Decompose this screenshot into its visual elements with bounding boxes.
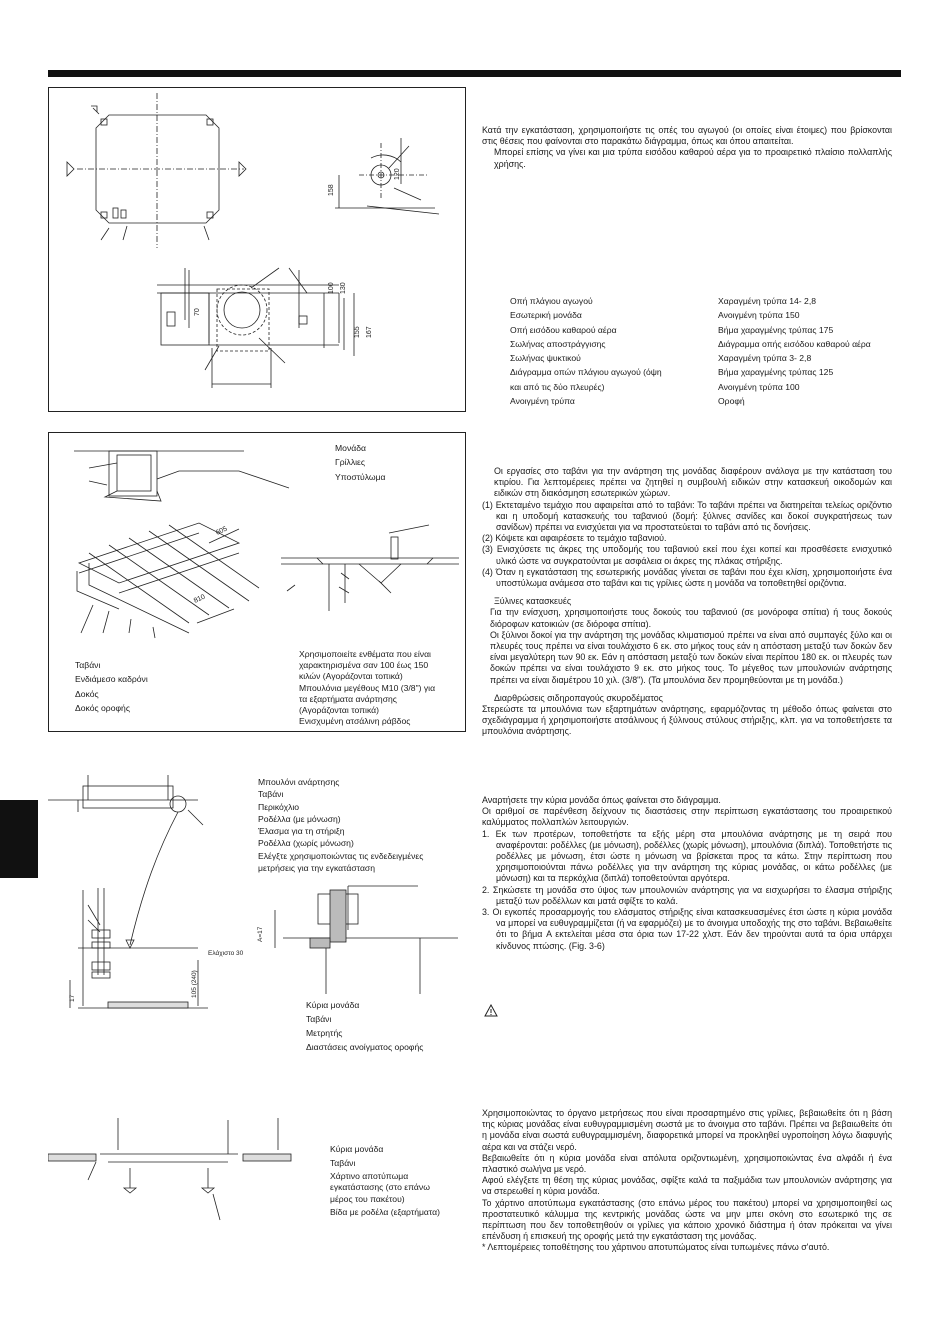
- ceiling-fig-labels-right: [299, 649, 435, 727]
- dim-130: 130: [340, 282, 347, 294]
- fig-label: Ταβάνι: [330, 1158, 356, 1169]
- fig-label: Περικόχλιο: [258, 801, 300, 812]
- section2-step: (2) Κόψετε και αφαιρέσετε το τεμάχιο ταβανιού.: [482, 533, 667, 544]
- legend-item: Οπή πλάγιου αγωγού: [510, 296, 593, 306]
- section3-step: 1. Εκ των προτέρων, τοποθετήστε τα εξής μέρη στα μπουλόνια ανάρτησης με τη σειρά που αναφέρονται: ροδέλλες (με μόνωση), ροδέλλες (χωρίς μόνωση), μπουλόνια (διπλά). Τοποθετήστε τις ροδέλλες με μόνωση, έτσι ώστε η μόνωση να βρίσκεται προς τα κάτω. Στην περίπτωση που χρησιμοποιούνται πάνω ροδέλλες για την ανάρτηση της κύριας μονάδας, οι κάτω ροδέλλες (με μόνωση) και τα περκόχλια (διπλά) τοποθετούνται αργότερα.: [482, 828, 892, 884]
- fig-label: Βίδα με ροδέλα (εξαρτήματα): [330, 1207, 440, 1218]
- wood-text: Για την ενίσχυση, χρησιμοποιήστε τους δοκούς του ταβανιού (σε μονόροφα σπίτια) ή τους δοκούς διόροφων κατοικιών (σε διόροφα σπίτια).: [490, 607, 892, 629]
- fig-label: Μετρητής: [306, 1028, 343, 1038]
- legend-item: Διάγραμμα οπών πλάγιου αγωγού (όψη: [510, 367, 662, 378]
- fig-label: Υποστύλωμα: [335, 471, 386, 482]
- legend-item: Χαραγμένη τρύπα 3- 2,8: [718, 353, 812, 364]
- legend-item: Βήμα χαραγμένης τρύπας 125: [718, 367, 834, 378]
- suspension-fig-labels: [258, 776, 423, 874]
- legend-item: Χαραγμένη τρύπα 14- 2,8: [718, 296, 817, 306]
- fig-label: Διαστάσεις ανοίγματος οροφής: [306, 1042, 424, 1053]
- measure-fig-labels: [306, 998, 359, 1027]
- section1-intro-line2: Μπορεί επίσης να γίνει και μια τρύπα εισόδου καθαρού αέρα για το προαιρετικό πλαίσιο πολλαπλής χρήσης.: [494, 147, 892, 169]
- section3-step: 2. Σηκώσετε τη μονάδα στο ύψος των μπουλονιών ανάρτησης για να εισχωρήσει το έλασμα στήριξης μεταξύ των ροδέλλων και ματά σφίξτε το καλά.: [482, 884, 892, 906]
- section4-paragraph: Βεβαιωθείτε ότι η κύρια μονάδα είναι απόλυτα οριζοντιωμένη, χρησιμοποιώντας ένα αλφάδι ή ένα πλαστικό σωλήνα με νερό.: [482, 1152, 892, 1175]
- legend-item: Διάγραμμα οπής εισόδου καθαρού αέρα: [718, 338, 871, 349]
- dim-a17: A=17: [257, 926, 264, 942]
- figure-paper-template: [48, 1110, 468, 1235]
- legend-item: Εσωτερική μονάδα: [510, 310, 582, 321]
- fig-label: τα εξαρτήματα ανάρτησης: [299, 693, 397, 704]
- legend-item: Οπή εισόδου καθαρού αέρα: [510, 324, 617, 335]
- section1-intro-line1: Κατά την εγκατάσταση, χρησιμοποιήστε τις οπές του αγωγού (οι οποίες είναι έτοιμες) που βρίσκονται στις θέσεις που φαίνονται στο παρακάτω διάγραμμα, όπως και όπου απαιτείται.: [482, 125, 892, 147]
- fig-label: Χάρτινο αποτύπωμα: [330, 1170, 409, 1181]
- dim-155: 155: [354, 326, 361, 338]
- section4-text: [482, 1108, 892, 1254]
- section1-legend-left: [510, 294, 710, 408]
- figure-suspension: [48, 770, 468, 1030]
- section1-legend-right: [718, 294, 898, 408]
- fig-label: Γρίλλιες: [335, 457, 366, 468]
- legend-item: Σωλήνας αποστράγγισης: [510, 338, 606, 349]
- section3-step: 3. Οι εγκοπές προσαρμογής του ελάσματος στήριξης είναι κατασκευασμένες έτσι ώστε η κύρια μονάδα να μπορεί να ευθυγραμμίζεται (ή να εφαρμόζει) με το άνοιγμα υποδοχής της στο ταβάνι. Βεβαιωθείτε ότι το βήμα A εκτελείται μέσα στα όρια των 17-22 χλστ. Εάν δεν τηρούνται αυτά τα όρια υπάρχει κίνδυνος πτώσης. (Fig. 3-6): [482, 907, 892, 951]
- header-rule: [48, 70, 901, 77]
- fig-label: Μπουλόνι ανάρτησης: [258, 777, 340, 787]
- section4-paragraph: Χρησιμοποιώντας το όργανο μετρήσεως που είναι προσαρτημένο στις γρίλιες, βεβαιωθείτε ότι η βάση της κύριας μονάδας είναι ευθυγραμμισμένη σωστά με το άνοιγμα στο ταβάνι. Πρέπει να βεβαιωθείτε ότι η μονάδα είναι σωστά ευθυγραμμισμένη, διαφορετικά μπορεί να προκληθεί υγροποίηση λόγω διαφυγής αέρα και να στάζει νερό.: [482, 1108, 892, 1152]
- dim-167: 167: [366, 326, 373, 338]
- fig-label: Ταβάνι: [306, 1014, 332, 1025]
- fig-label: μετρήσεις για την εγκατάσταση: [258, 863, 375, 874]
- legend-item: Ανοιγμένη τρύπα 100: [718, 381, 800, 392]
- dim-min30: Ελάχιστο 30: [208, 950, 244, 957]
- section4-paragraph: Αφού ελέγξετε τη θέση της κύριας μονάδας, σφίξτε καλά τα παξιμάδια των μπουλονιών ανάρτησης για να στερεωθεί η κύρια μονάδα.: [482, 1175, 892, 1197]
- dim-105: 105 (240): [191, 970, 198, 998]
- fig-label: Ενδιάμεσο καδρόνι: [75, 674, 148, 685]
- dim-17: 17: [69, 994, 76, 1002]
- warning-icon: [484, 1004, 498, 1017]
- legend-item: Ανοιγμένη τρύπα 150: [718, 310, 800, 321]
- fig-label: Κύρια μονάδα: [306, 1000, 360, 1010]
- dim-158: 158: [328, 184, 335, 196]
- concrete-text: Στερεώστε τα μπουλόνια των εξαρτημάτων ανάρτησης, εφαρμόζοντας τη μέθοδο όπως φαίνεται στο σχεδιάγραμμα ή χρησιμοποιήστε ατσάλινους ή ξύλινους στύλους στήριξης, κλπ. για να τοποθετήσετε τα μπουλόνια ανάρτησης.: [482, 704, 892, 737]
- section2-step: (4) Όταν η εγκατάσταση της εσωτερικής μονάδας γίνεται σε ταβάνι που έχει κλίση, χρησιμοποιήστε ένα υποστύλωμα ανάμεσα στο ταβάνι και τις γρίλιες ώστε η μονάδα να τοποθετηθεί οριζόντια.: [482, 566, 892, 589]
- section-tab-marker: [0, 800, 38, 878]
- dim-120: 120: [394, 168, 401, 180]
- fig-label: Δοκός: [75, 688, 99, 699]
- duct-holes-drawing: [49, 88, 465, 411]
- paper-template-fig-labels: [330, 1142, 440, 1219]
- fig-label: εγκατάστασης (στο επάνω: [330, 1182, 430, 1193]
- fig-label: Ελέγξτε χρησιμοποιώντας τις ενδεδειγμένες: [258, 850, 424, 861]
- legend-item: και από τις δύο πλευρές): [510, 381, 605, 392]
- fig-label: Μονάδα: [335, 443, 366, 453]
- figure-duct-holes: [48, 87, 466, 412]
- fig-label: Μπουλόνια μεγέθους M10 (3/8") για: [299, 682, 436, 693]
- section1-intro: [482, 125, 892, 170]
- fig-label: (Αγοράζονται τοπικά): [299, 705, 379, 716]
- figure-ceiling-structure: [48, 432, 466, 732]
- section3-text: [482, 795, 892, 952]
- legend-item: Βήμα χαραγμένης τρύπας 175: [718, 324, 834, 335]
- legend-item: Σωλήνας ψυκτικού: [510, 353, 581, 364]
- dim-810: 810: [192, 593, 207, 605]
- fig-label: Ταβάνι: [75, 660, 101, 670]
- section2-step: (3) Ενισχύσετε τις άκρες της υποδομής του ταβανιού εκεί που έχει κοπεί και προσθέσετε ενισχυτικό υλικό ώστε να συγκρατούνται με ασφάλεια οι άκρες της πλάκας στήριξης.: [482, 544, 892, 566]
- section2-intro: Οι εργασίες στο ταβάνι για την ανάρτηση της μονάδας διαφέρουν ανάλογα με την κατάσταση του κτιρίου. Για λεπτομέρειες πρέπει να ζητηθεί η συμβουλή ειδικών στην κατασκευή οικοδομών και ειδικών στη διακόσμηση εσωτερικών χώρων.: [494, 466, 892, 499]
- dim-100: 100: [328, 282, 335, 294]
- ceiling-fig-labels-top: [335, 441, 386, 484]
- fig-label: Ροδέλλα (με μόνωση): [258, 813, 341, 824]
- concrete-heading: Διαρθρώσεις σιδηροπαγούς σκυροδέματος: [494, 692, 663, 703]
- legend-item: Ανοιγμένη τρύπα: [510, 396, 575, 407]
- fig-label: κιλών (Αγοράζονται τοπικά): [299, 671, 403, 682]
- fig-label: Ροδέλλα (χωρίς μόνωση): [258, 838, 354, 849]
- section2-text: [482, 466, 892, 738]
- fig-label: μέρος του πακέτου): [330, 1193, 405, 1204]
- section2-step: (1) Εκτεταμένο τεμάχιο που αφαιρείται από το ταβάνι: Το ταβάνι πρέπει να διατηρείται τελείως οριζόντιο και η υποδομή κατασκευής του ταβανιού (δομή: ξύλινες σανίδες και δοκοί συγκρατήσεως των σανίδων) πρέπει να ενισχύεται για να προστατεύεται το ταβάνι από τις δονήσεις.: [482, 499, 892, 533]
- fig-label: Χρησιμοποιείτε ενθέματα που είναι: [299, 649, 431, 659]
- fig-label: Ενισχυμένη ατσάλινη ράβδος: [299, 716, 411, 727]
- fig-label: Δοκός οροφής: [75, 702, 130, 713]
- dim-605: 605: [214, 525, 229, 537]
- wood-text: Οι ξύλινοι δοκοί για την ανάρτηση της μονάδας κλιματισμού πρέπει να είναι από συμπαγές ξύλο και οι πλευρές τους πρέπει να είναι τουλάχιστο 6 εκ. στο μήκος τους εάν η απόσταση μεταξύ των δοκών δεν είναι μεγαλύτερη των 90 εκ. Εάν η απόσταση μεταξύ των δοκών είναι περίπου 180 εκ. οι πλευρές των δοκών πρέπει να είναι τουλάχιστο 9 εκ. στο μήκος τους. Το μέγεθος των μπουλονιών ανάρτησης πρέπει να είναι διαμέτρου 10 χιλ. (3/8"). (Τα μπουλόνια δεν προμηθεύονται με τη μονάδα.): [490, 629, 892, 685]
- wood-heading: Ξύλινες κατασκευές: [494, 596, 572, 607]
- fig-label: Κύρια μονάδα: [330, 1144, 384, 1154]
- section4-footnote: * Λεπτομέρειες τοποθέτησης του χάρτινου αποτυπώματος είναι τυπωμένες πάνω σ'αυτό.: [482, 1242, 830, 1253]
- fig-label: χαρακτηρισμένα σαν 100 έως 150: [299, 660, 429, 671]
- fig-label: Ταβάνι: [258, 789, 284, 800]
- fig-label: Έλασμα για τη στήριξη: [258, 826, 345, 837]
- section3-intro: Αναρτήσετε την κύρια μονάδα όπως φαίνεται στο διάγραμμα.: [482, 795, 721, 805]
- measure-fig-labels-2: [306, 1026, 423, 1055]
- ceiling-fig-labels-bottom: [75, 658, 148, 715]
- section4-paragraph: Το χάρτινο αποτύπωμα εγκατάστασης (στο επάνω μέρος του πακέτου) μπορεί να χρησιμοποιηθεί ως προστατευτικό κάλυμμα της κεντρικής μονάδας ώστε να μην μπει σκόνη στο εσωτερικό της σε περίπτωση που δεν τοποθετηθούν οι γρίλιες για κάποιο χρονικό διάστημα ή όταν πρόκειται να γίνει επένδυση ή επισκευή της οροφής μετά την εγκατάσταση της μονάδας.: [482, 1197, 892, 1242]
- section3-intro: Οι αριθμοί σε παρένθεση δείχνουν τις διαστάσεις στην περίπτωση εγκατάστασης του προαιρετικού καλύμματος πολλαπλών λειτουργιών.: [482, 806, 892, 828]
- legend-item: Οροφή: [718, 396, 745, 407]
- dim-70: 70: [194, 308, 201, 316]
